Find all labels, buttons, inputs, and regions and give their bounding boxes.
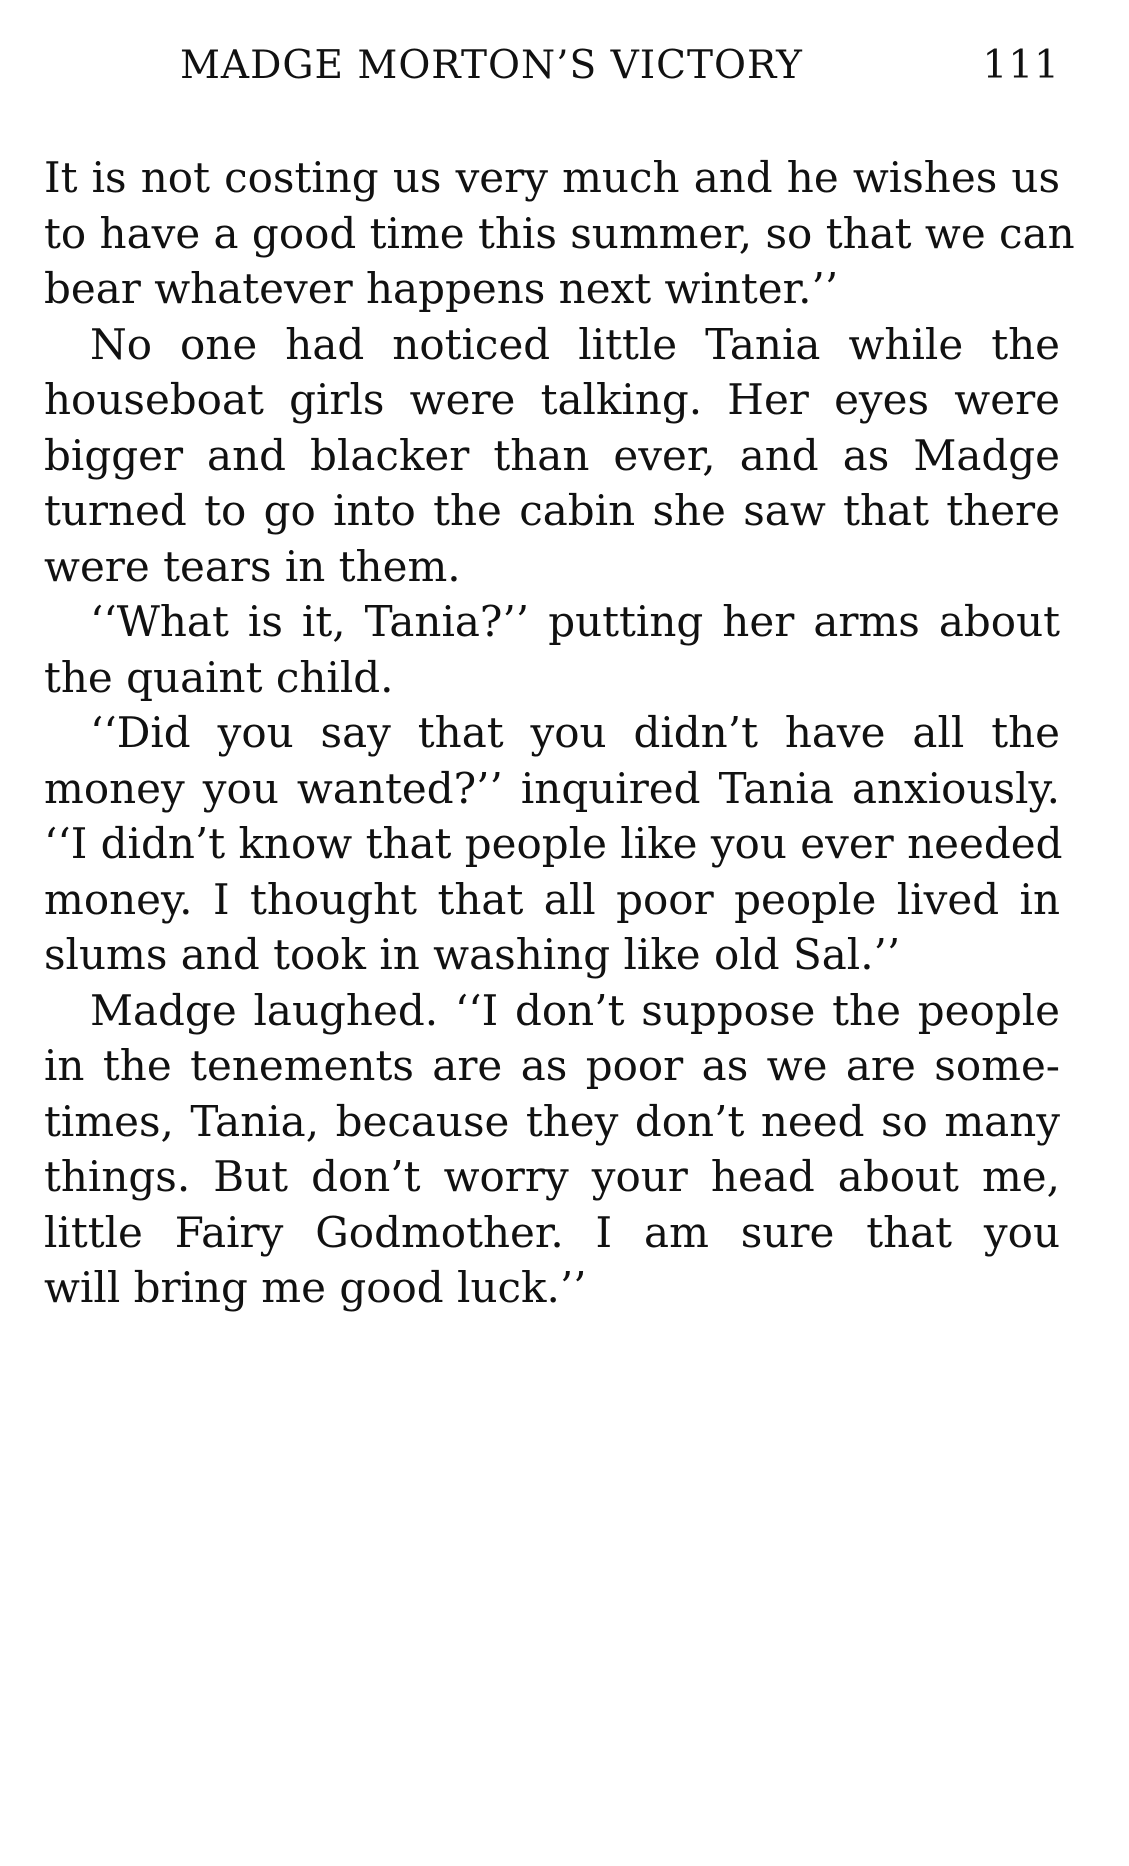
running-header: [180, 36, 1060, 96]
page-number: 111: [982, 43, 1060, 88]
body-text: [44, 150, 1075, 1316]
text-line: times, Tania, because they don’t need so many: [44, 1096, 1060, 1146]
text-line: slums and took in washing like old Sal.’’: [44, 930, 901, 979]
text-line: ‘‘What is it, Tania?’’ putting her arms about: [90, 597, 1060, 646]
text-line: bear whatever happens next winter.’’: [44, 264, 839, 313]
text-line: were tears in them.: [44, 541, 461, 591]
running-title: MADGE MORTON’S VICTORY: [180, 43, 803, 88]
text-line: things. But don’t worry your head about me,: [44, 1152, 1060, 1201]
text-line: to have a good time this summer, so that we can: [44, 208, 1075, 258]
text-line: bigger and blacker than ever, and as Madge: [44, 430, 1060, 480]
text-line: houseboat girls were talking. Her eyes were: [44, 375, 1060, 424]
text-line: turned to go into the cabin she saw that there: [44, 486, 1060, 535]
text-line: ‘‘I didn’t know that people like you ever needed: [44, 819, 1063, 868]
text-line: will bring me good luck.’’: [44, 1263, 587, 1312]
text-line: ‘‘Did you say that you didn’t have all the: [90, 708, 1060, 757]
text-line: little Fairy Godmother. I am sure that you: [44, 1207, 1060, 1257]
text-line: money. I thought that all poor people lived in: [44, 874, 1060, 924]
text-line: No one had noticed little Tania while the: [90, 319, 1060, 369]
text-line: money you wanted?’’ inquired Tania anxiously.: [44, 763, 1060, 813]
text-line: the quaint child.: [44, 652, 394, 702]
text-line: in the tenements are as poor as we are some-: [44, 1041, 1060, 1090]
text-line: Madge laughed. ‘‘I don’t suppose the people: [90, 985, 1060, 1035]
text-line: It is not costing us very much and he wishes us: [44, 153, 1060, 202]
